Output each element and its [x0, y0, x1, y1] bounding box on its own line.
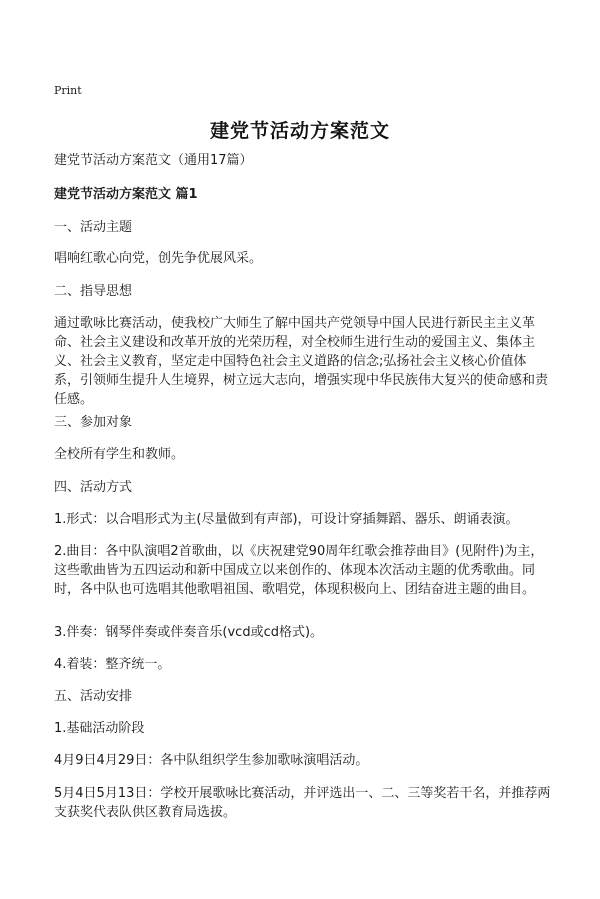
paragraph-repertoire: 2.曲目：各中队演唱2首歌曲，以《庆祝建党90周年红歌会推荐曲目》(见附件)为主，这些歌曲皆为五四运动和新中国成立以来创作的、体现本次活动主题的优秀歌曲。同时，各中队也可选唱其他歌唱祖国、歌唱党，体现积极向上、团结奋进主题的曲目。 [54, 544, 544, 597]
heading-guiding-idea: 二、指导思想 [54, 284, 133, 299]
paragraph-guiding-idea: 通过歌咏比赛活动，使我校广大师生了解中国共产党领导中国人民进行新民主主义革命、社会主义建设和改革开放的光荣历程，对全校师生进行生动的爱国主义、集体主义、社会主义教育，坚定走中国特色社会主义道路的信念;弘扬社会主义核心价值体系，引领师生提升人生境界，树立远大志向，增强实现中华民族伟大复兴的使命感和责任感。 [54, 316, 549, 407]
paragraph-theme: 唱响红歌心向党，创先争优展风采。 [54, 251, 263, 266]
paragraph-participants: 全校所有学生和教师。 [54, 447, 185, 462]
page-title: 建党节活动方案范文 [209, 120, 390, 142]
paragraph-schedule-may: 5月4日5月13日：学校开展歌咏比赛活动，并评选出一、二、三等奖若干名，并推荐两支获奖代表队供区教育局选拔。 [54, 786, 551, 820]
heading-arrangement: 五、活动安排 [54, 689, 133, 704]
heading-activity-method: 四、活动方式 [54, 480, 133, 495]
paragraph-attire: 4.着装：整齐统一。 [54, 657, 171, 672]
paragraph-schedule-april: 4月9日4月29日：各中队组织学生参加歌咏演唱活动。 [54, 753, 369, 768]
paragraph-basic-stage: 1.基础活动阶段 [54, 721, 145, 736]
heading-participants: 三、参加对象 [54, 415, 133, 430]
document-subtitle: 建党节活动方案范文（通用17篇） [54, 153, 253, 168]
section-heading: 建党节活动方案范文 篇1 [54, 187, 198, 202]
paragraph-form: 1.形式：以合唱形式为主(尽量做到有声部)，可设计穿插舞蹈、器乐、朗诵表演。 [54, 512, 519, 527]
heading-theme: 一、活动主题 [54, 220, 133, 235]
paragraph-accompaniment: 3.伴奏：钢琴伴奏或伴奏音乐(vcd或cd格式)。 [54, 625, 324, 640]
print-label: Print [54, 84, 82, 97]
